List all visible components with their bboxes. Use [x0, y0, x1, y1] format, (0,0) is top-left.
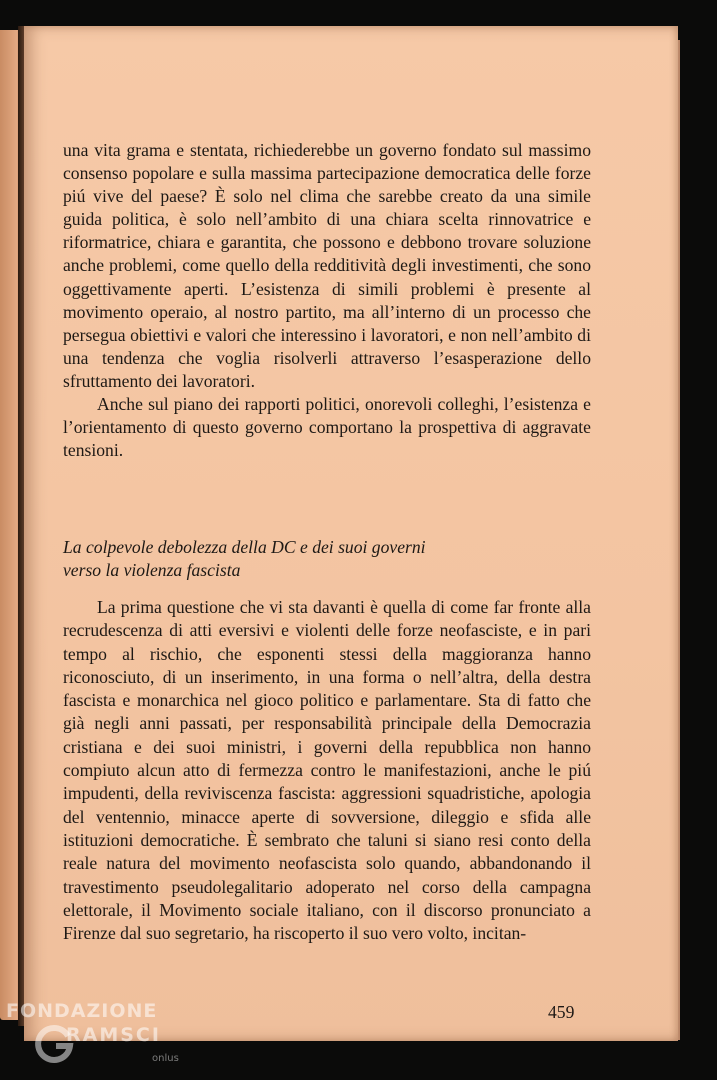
paragraph-political-relations: Anche sul piano dei rapporti politici, onorevoli colleghi, l’esistenza e l’orientamento di questo governo comportano la prospettiva di aggravate tensioni. — [63, 394, 591, 461]
section-heading — [63, 536, 591, 582]
paragraph-continuation: una vita grama e stentata, richiederebbe un governo fondato sul massimo consenso popolare e sulla massima partecipazione democratica delle forze piú vive del paese? È solo nel clima che sarebbe creato da una simile guida politica, è solo nell’ambito di una chiara scelta rinnovatrice e riformatrice, chiara e garantita, che possono e debbono trovare soluzione anche problemi, come quello della redditività degli investimenti, che sono oggettivamente aperti. L’esistenza di simili problemi è presente al movimento operaio, al nostro partito, ma all’interno di un processo che persegua obiettivi e valori che interessino i lavoratori, e non nell’ambito di una tendenza che voglia risolverli attraverso l’esasperazione dello sfruttamento dei lavoratori. — [63, 140, 591, 391]
section-heading-line-2: verso la violenza fascista — [63, 560, 241, 580]
body-text-section — [63, 596, 591, 945]
fondazione-gramsci-watermark — [6, 1000, 206, 1078]
body-text-top — [63, 139, 591, 462]
section-heading-line-1: La colpevole debolezza della DC e dei suoi governi — [63, 537, 426, 557]
watermark-suffix: onlus — [152, 1053, 179, 1064]
section-paragraph: La prima questione che vi sta davanti è quella di come far fronte alla recrudescenza di atti eversivi e violenti delle forze neofasciste, e in pari tempo al rischio, che esponenti stessi della maggioranza hanno riconosciuto, di un inserimento, in una forma o nell’altra, della destra fascista e monarchica nel gioco politico e parlamentare. Sta di fatto che già negli anni passati, per responsabilità principale della Democrazia cristiana e dei suoi ministri, i governi della repubblica non hanno compiuto alcun atto di fermezza contro le manifestazioni, anche le piú impudenti, della reviviscenza fascista: aggressioni squadristiche, apologia del ventennio, minacce aperte di sovversione, dileggio e sfida alle istituzioni democratiche. È sembrato che taluni si siano resi conto della reale natura del movimento neofascista solo quando, abbandonando il travestimento pseudolegalitario adoperato nel corso della campagna elettorale, il Movimento sociale italiano, con il discorso pronunciato a Firenze dal suo segretario, ha riscoperto il suo vero volto, incitan- — [63, 597, 591, 944]
watermark-line-1: FONDAZIONE — [6, 1000, 158, 1022]
page-number: 459 — [548, 1002, 575, 1022]
watermark-line-2: RAMSCI — [66, 1024, 161, 1046]
